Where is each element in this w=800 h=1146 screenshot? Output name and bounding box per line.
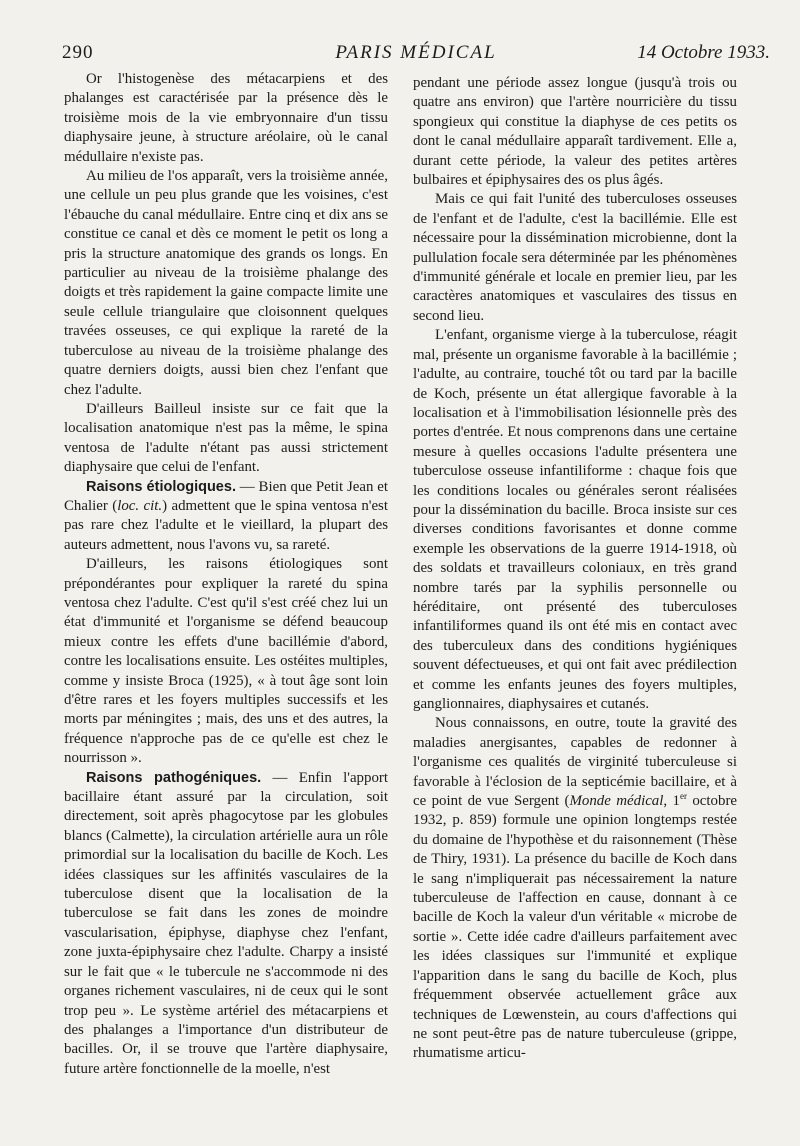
paragraph-etiologic (64, 478, 388, 556)
paragraph-text: — Bien que Petit Jean et Chalier ( (64, 478, 388, 514)
paragraph: Au milieu de l'os apparaît, vers la troisième année, une cellule un peu plus grande que les voisines, c'est l'ébauche du canal médullaire. Entre cinq et dix ans se constitue ce canal et dès ce moment le petit os long a pris la structure anatomique des grands os longs. En particulier au niveau de la troisième phalange des doigts et très rapidement la gaine compacte limite une seule cellule triangulaire que cloisonnent quelques travées osseuses, ce qui explique la rareté de la tuberculose au niveau de la troisième phalange des quatre derniers doigts, aussi bien chez l'enfant que chez l'adulte. (64, 168, 388, 398)
paragraph: D'ailleurs, les raisons étiologiques sont prépondérantes pour expliquer la rareté du spina ventosa chez l'adulte. C'est qu'il s'est créé chez lui un état d'immunité et l'organisme se défend beaucoup mieux contre les effets d'une bacillémie d'abord, contre les localisations ensuite. Les ostéites multiples, comme y insiste Broca (1925), « à tout âge sont loin d'être rares et les foyers multiples successifs et les morts par méningites ; mais, des uns et des autres, la fréquence n'approche pas de ce qu'elle est chez le nourrisson ». (64, 556, 388, 767)
superscript: er (679, 791, 687, 802)
citation: loc. cit. (117, 497, 163, 514)
journal-title: PARIS MÉDICAL (335, 42, 497, 63)
issue-date: 14 Octobre 1933. (637, 42, 770, 63)
paragraph-continued: pendant une période assez longue (jusqu'à trois ou quatre ans environ) que l'artère nourricière du tissu spongieux qui constitue la diaphyse de ces petits os dont le canal médullaire apparaît tardivement. Elle a, durant cette période, la valeur des petites artères bulbaires et épiphysaires des os plus âgés. (413, 75, 737, 189)
paragraph: Mais ce qui fait l'unité des tuberculoses osseuses de l'enfant et de l'adulte, c'est la bacillémie. Elle est nécessaire pour la dissémination microbienne, dont la pullulation focale sera déterminée par les phénomènes d'immunité générale et locale en premier lieu, par les caractères anatomiques et vasculaires des tissus en second lieu. (413, 191, 737, 324)
paragraph-text: , 1 (663, 793, 680, 810)
paragraph-text: — Enfin l'apport bacillaire étant assuré par la circulation, soit directement, soit après phagocytose par les globules blancs (Calmette), la circulation artérielle aura un rôle primordial sur la localisation du bacille de Koch. Les idées classiques sur les affinités vasculaires de la tuberculose disent que la localisation de la tuberculose se fait dans les zones de moindre vascularisation, épiphyse, diaphyse chez l'enfant, zone juxta-épiphysaire chez l'adulte. Charpy a insisté sur le fait que « le tubercule ne s'accommode ni des organes richement vasculaires, ni de ceux qui le sont trop peu ». Le système artériel des métacarpiens et des phalanges a l'importance d'un distributeur de bacilles. Or, il se trouve que l'artère diaphysaire, future artère fonctionnelle de la moelle, n'est (64, 769, 388, 1077)
left-column (64, 70, 388, 1079)
paragraph-text: octobre 1932, p. 859) formule une opinion longtemps restée du domaine de l'hypothèse et du raisonnement (Thèse de Thiry, 1931). La présence du bacille de Koch dans le sang n'impliquerait pas nécessairement la nature tuberculeuse de l'affection en cause, donnant à ce bacille de Koch la valeur d'un véritable « microbe de sortie ». Cette idée cadre d'ailleurs parfaitement avec les idées classiques sur l'immunité et explique l'apparition dans le sang du bacille de Koch, plus fréquemment observée actuellement grâce aux techniques de Lœwenstein, au cours d'affections qui ne sont peut-être pas de nature tuberculeuse (grippe, rhumatisme articu- (413, 793, 738, 1062)
running-header (62, 40, 770, 70)
paragraph: L'enfant, organisme vierge à la tuberculose, réagit mal, présente un organisme favorable à la bacillémie ; l'adulte, au contraire, touché tôt ou tard par la bacille de Koch, présente un état allergique favorable à la localisation et à l'immobilisation lésionnelle près des portes d'entrée. Et nous comprenons dans une certaine mesure à quelles occasions l'adulte présentera une tuberculose osseuse infantiliforme : chaque fois que les conditions locales ou générales seront réalisées pour la dissémination du bacille. Broca insiste sur ces diverses conditions favorisantes et donne comme exemple les observations de la guerre 1914-1918, où des soldats et travailleurs coloniaux, en très grand nombre tarés par la syphilis personnelle ou héréditaire, ont présenté des tuberculoses infantiliformes quand ils ont été mis en contact avec des tuberculeux dans des conditions hygiéniques souvent défectueuses, et qui ont fait avec prédilection et comme les enfants jeunes des foyers multiples, ganglionnaires, diaphysaires et cutanés. (413, 327, 737, 712)
citation: Monde médical (569, 793, 664, 810)
section-heading: Raisons pathogéniques. (86, 769, 262, 786)
section-heading: Raisons étiologiques. (86, 478, 236, 495)
page-number: 290 (62, 42, 94, 63)
paragraph: D'ailleurs Bailleul insiste sur ce fait que la localisation anatomique n'est pas la même, le spina ventosa de l'adulte n'étant pas aussi strictement diaphysaire que celui de l'enfant. (64, 400, 388, 476)
right-column (413, 74, 737, 1064)
paragraph: Or l'histogenèse des métacarpiens et des phalanges est caractérisée par la présence dès le troisième mois de la vie embryonnaire d'un tissu diaphysaire jeune, à structure aréolaire, où le canal médullaire n'existe pas. (64, 71, 388, 165)
paragraph-text: ) admettent que le spina ventosa n'est pas rare chez l'adulte et le vieillard, la plupart des auteurs admettent, nous l'avons vu, sa rareté. (64, 497, 388, 553)
paragraph-pathogenic (64, 769, 388, 1080)
paragraph-sergent (413, 714, 737, 1063)
paragraph-text: Nous connaissons, en outre, toute la gravité des maladies anergisantes, capables de redonner à l'organisme ces qualités de virginité tuberculeuse si favorable à l'éclosion de la septicémie bacillaire, et à ce point de vue Sergent ( (413, 715, 737, 810)
